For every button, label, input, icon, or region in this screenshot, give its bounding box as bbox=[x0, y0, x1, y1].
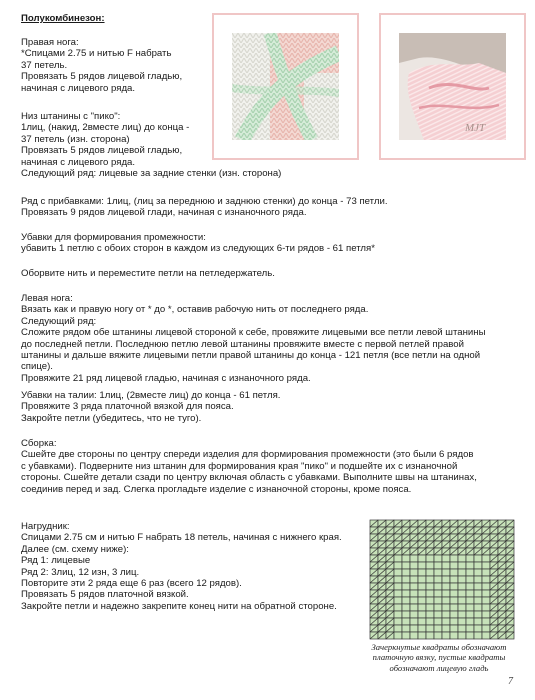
chart-cell bbox=[402, 569, 410, 576]
chart-cell bbox=[410, 611, 418, 618]
knit-texture-image bbox=[232, 33, 339, 140]
chart-cell bbox=[418, 618, 426, 625]
chart-cell bbox=[394, 632, 402, 639]
chart-cell bbox=[482, 618, 490, 625]
chart-cell bbox=[426, 618, 434, 625]
chart-cell bbox=[474, 632, 482, 639]
chart-cell bbox=[434, 632, 442, 639]
chart-cell bbox=[402, 562, 410, 569]
chart-cell bbox=[402, 555, 410, 562]
text-line: Повторите эти 2 ряда еще 6 раз (всего 12 рядов). bbox=[21, 577, 242, 589]
text-line: Ряд 1: лицевые bbox=[21, 555, 91, 567]
caption-line: обозначают лицевую гладь bbox=[389, 662, 489, 673]
chart-cell bbox=[394, 597, 402, 604]
chart-cell bbox=[442, 562, 450, 569]
text-line: 37 петель (изн. сторона) bbox=[21, 133, 130, 145]
chart-cell bbox=[458, 611, 466, 618]
break-yarn-block bbox=[21, 268, 275, 279]
chart-cell bbox=[450, 555, 458, 562]
chart-cell bbox=[458, 618, 466, 625]
chart-cell bbox=[482, 583, 490, 590]
text-line: 1лиц, (накид, 2вместе лиц) до конца - bbox=[21, 122, 190, 134]
text-line: *Спицами 2.75 и нитью F набрать bbox=[21, 48, 172, 60]
chart-cell bbox=[482, 604, 490, 611]
text-line: 37 петель. bbox=[21, 59, 68, 71]
chart-cell bbox=[418, 583, 426, 590]
chart-cell bbox=[418, 562, 426, 569]
chart-cell bbox=[442, 632, 450, 639]
text-line: убавить 1 петлю с обоих сторон в каждом из следующих 6-ти рядов - 61 петля* bbox=[21, 243, 375, 255]
chart-cell bbox=[410, 569, 418, 576]
text-line: Левая нога: bbox=[21, 293, 73, 304]
chart-cell bbox=[442, 569, 450, 576]
chart-cell bbox=[394, 569, 402, 576]
chart-cell bbox=[410, 604, 418, 611]
text-line: Далее (см. схему ниже): bbox=[21, 543, 129, 555]
chart-cell bbox=[402, 576, 410, 583]
bib-block bbox=[21, 521, 342, 612]
crotch-decrease-block bbox=[21, 232, 375, 255]
chart-cell bbox=[426, 562, 434, 569]
chart-cell bbox=[466, 576, 474, 583]
chart-cell bbox=[410, 583, 418, 590]
chart-cell bbox=[410, 576, 418, 583]
chart-cell bbox=[410, 597, 418, 604]
chart-cell bbox=[402, 590, 410, 597]
chart-cell bbox=[474, 555, 482, 562]
text-line: Ряд с прибавками: 1лиц, (лиц за переднюю и заднюю стенки) до конца - 73 петли. bbox=[21, 196, 388, 207]
chart-cell bbox=[442, 590, 450, 597]
chart-cell bbox=[474, 625, 482, 632]
text-line: стороны. Сшейте детали сзади по центру включая область с убавками. Выполните швы на штанинах, bbox=[21, 472, 477, 484]
chart-cell bbox=[426, 632, 434, 639]
chart-cell bbox=[402, 611, 410, 618]
chart-cell bbox=[482, 597, 490, 604]
chart-cell bbox=[442, 604, 450, 611]
chart-cell bbox=[482, 590, 490, 597]
chart-cell bbox=[458, 555, 466, 562]
chart-cell bbox=[394, 562, 402, 569]
chart-cell bbox=[394, 555, 402, 562]
caption-line: Зачеркнутые квадраты обозначают bbox=[371, 642, 507, 652]
chart-cell bbox=[450, 625, 458, 632]
text-line: Правая нога: bbox=[21, 37, 79, 48]
chart-cell bbox=[482, 625, 490, 632]
text-line: Спицами 2.75 см и нитью F набрать 18 петель, начиная с нижнего края. bbox=[21, 532, 342, 544]
text-line: Ряд 2: 3лиц, 12 изн, 3 лиц. bbox=[21, 566, 140, 578]
text-line: Сборка: bbox=[21, 438, 57, 449]
chart-cell bbox=[434, 590, 442, 597]
chart-cell bbox=[474, 604, 482, 611]
chart-cell bbox=[426, 625, 434, 632]
chart-cell bbox=[394, 583, 402, 590]
chart-cell bbox=[458, 590, 466, 597]
chart-cell bbox=[474, 597, 482, 604]
chart-cell bbox=[442, 611, 450, 618]
caption-line: платочную вязку, пустые квадраты bbox=[372, 652, 506, 663]
chart-cell bbox=[418, 590, 426, 597]
chart-cell bbox=[458, 562, 466, 569]
chart-cell bbox=[442, 618, 450, 625]
chart-cell bbox=[474, 618, 482, 625]
page-title: Полукомбинезон: bbox=[21, 13, 105, 24]
text-line: до последней петли. Последнюю петлю левой штанины провяжите вместе с первой петлей правой bbox=[21, 338, 464, 350]
chart-cell bbox=[426, 604, 434, 611]
chart-cell bbox=[482, 569, 490, 576]
chart-caption bbox=[360, 642, 518, 673]
chart-cell bbox=[410, 618, 418, 625]
text-line: соединив перед и зад. Слегка прогладьте изделие с изнаночной стороны, кроме пояса. bbox=[21, 483, 412, 495]
chart-cell bbox=[434, 604, 442, 611]
chart-cell bbox=[450, 611, 458, 618]
text-line: Сшейте две стороны по центру спереди изделия для формирования промежности (это были 6 рядов bbox=[21, 449, 474, 461]
chart-cell bbox=[466, 583, 474, 590]
chart-cell bbox=[442, 576, 450, 583]
text-line: Убавки для формирования промежности: bbox=[21, 232, 206, 243]
chart-cell bbox=[434, 618, 442, 625]
chart-cell bbox=[458, 625, 466, 632]
chart-cell bbox=[418, 569, 426, 576]
chart-cell bbox=[426, 569, 434, 576]
text-line: Провяжите 3 ряда платочной вязкой для пояса. bbox=[21, 401, 234, 413]
chart-cell bbox=[394, 604, 402, 611]
romper-image bbox=[399, 33, 506, 140]
chart-cell bbox=[410, 625, 418, 632]
chart-cell bbox=[466, 590, 474, 597]
chart-cell bbox=[402, 625, 410, 632]
text-line: Закройте петли и надежно закрепите конец нити на обратной стороне. bbox=[21, 600, 337, 612]
chart-cell bbox=[434, 583, 442, 590]
chart-cell bbox=[450, 576, 458, 583]
chart-cell bbox=[434, 625, 442, 632]
chart-cell bbox=[434, 555, 442, 562]
bib-chart-grid bbox=[369, 518, 516, 641]
chart-cell bbox=[434, 569, 442, 576]
chart-cell bbox=[458, 583, 466, 590]
chart-cell bbox=[402, 597, 410, 604]
chart-cell bbox=[450, 569, 458, 576]
chart-cell bbox=[482, 576, 490, 583]
chart-cell bbox=[410, 555, 418, 562]
left-leg-block bbox=[21, 293, 485, 384]
text-line: Следующий ряд: bbox=[21, 315, 97, 327]
chart-cell bbox=[458, 576, 466, 583]
chart-cell bbox=[394, 618, 402, 625]
knit-texture-photo bbox=[212, 13, 359, 160]
chart-cell bbox=[450, 604, 458, 611]
chart-cell bbox=[426, 611, 434, 618]
right-leg-block bbox=[21, 37, 182, 94]
chart-cell bbox=[418, 576, 426, 583]
chart-cell bbox=[442, 597, 450, 604]
chart-cell bbox=[402, 583, 410, 590]
chart-cell bbox=[442, 555, 450, 562]
chart-cell bbox=[458, 632, 466, 639]
watermark-text: MJT bbox=[465, 122, 486, 134]
increase-block bbox=[21, 196, 388, 219]
chart-cell bbox=[394, 611, 402, 618]
chart-cell bbox=[434, 576, 442, 583]
chart-cell bbox=[466, 618, 474, 625]
chart-cell bbox=[442, 625, 450, 632]
waist-block bbox=[21, 390, 280, 424]
chart-cell bbox=[418, 604, 426, 611]
chart-cell bbox=[426, 597, 434, 604]
chart-cell bbox=[458, 597, 466, 604]
text-line: начиная с лицевого ряда. bbox=[21, 82, 136, 94]
chart-cell bbox=[418, 597, 426, 604]
text-line: начиная с лицевого ряда. bbox=[21, 156, 136, 168]
chart-cell bbox=[466, 604, 474, 611]
chart-cell bbox=[418, 611, 426, 618]
chart-cell bbox=[410, 632, 418, 639]
text-line: Провязать 5 рядов платочной вязкой. bbox=[21, 589, 189, 601]
assembly-block bbox=[21, 438, 477, 495]
chart-cell bbox=[434, 597, 442, 604]
chart-cell bbox=[466, 625, 474, 632]
chart-cell bbox=[450, 590, 458, 597]
chart-cell bbox=[394, 590, 402, 597]
chart-cell bbox=[474, 569, 482, 576]
chart-cell bbox=[434, 611, 442, 618]
chart-cell bbox=[466, 555, 474, 562]
text-line: с убавками). Подверните низ штанин для формирования края "пико" и подшейте их с изнаночной bbox=[21, 460, 458, 472]
chart-cell bbox=[442, 583, 450, 590]
chart-cell bbox=[426, 576, 434, 583]
chart-cell bbox=[466, 597, 474, 604]
chart-cell bbox=[450, 583, 458, 590]
page-number: 7 bbox=[508, 676, 513, 687]
text-line: штанины и дальше вяжите лицевыми петли правой штанины до конца - 121 петля (все петли на одной bbox=[21, 349, 481, 361]
chart-cell bbox=[410, 562, 418, 569]
chart-cell bbox=[466, 562, 474, 569]
garment-photo bbox=[379, 13, 526, 160]
chart-cell bbox=[474, 611, 482, 618]
chart-cell bbox=[450, 618, 458, 625]
chart-cell bbox=[482, 611, 490, 618]
chart-cell bbox=[426, 555, 434, 562]
chart-cell bbox=[402, 632, 410, 639]
text-line: спице). bbox=[21, 361, 53, 373]
text-line: Убавки на талии: 1лиц, (2вместе лиц) до конца - 61 петля. bbox=[21, 390, 281, 401]
bib-chart bbox=[369, 518, 516, 644]
text-line: Сложите рядом обе штанины лицевой стороной к себе, провяжите лицевыми все петли левой штанины bbox=[21, 327, 486, 339]
text-line: Провязать 5 рядов лицевой гладью, bbox=[21, 145, 183, 157]
section-title bbox=[21, 13, 105, 24]
chart-cell bbox=[482, 562, 490, 569]
chart-cell bbox=[450, 597, 458, 604]
chart-cell bbox=[466, 611, 474, 618]
chart-cell bbox=[458, 569, 466, 576]
chart-cell bbox=[458, 604, 466, 611]
chart-cell bbox=[426, 583, 434, 590]
chart-cell bbox=[394, 576, 402, 583]
chart-cell bbox=[426, 590, 434, 597]
text-line: Оборвите нить и переместите петли на петледержатель. bbox=[21, 268, 275, 279]
chart-cell bbox=[402, 604, 410, 611]
chart-cell bbox=[482, 632, 490, 639]
chart-cell bbox=[466, 632, 474, 639]
chart-cell bbox=[418, 632, 426, 639]
text-line: Провяжите 21 ряд лицевой гладью, начиная с изнаночного ряда. bbox=[21, 372, 311, 384]
text-line: Низ штанины с "пико": bbox=[21, 111, 121, 122]
chart-cell bbox=[450, 562, 458, 569]
text-line: Закройте петли (убедитесь, что не туго). bbox=[21, 412, 202, 424]
chart-cell bbox=[450, 632, 458, 639]
chart-cell bbox=[482, 555, 490, 562]
text-line: Вязать как и правую ногу от * до *, оставив рабочую нить от последнего ряда. bbox=[21, 304, 369, 316]
chart-cell bbox=[466, 569, 474, 576]
chart-cell bbox=[474, 576, 482, 583]
chart-cell bbox=[474, 562, 482, 569]
chart-cell bbox=[418, 555, 426, 562]
text-line: Провязать 9 рядов лицевой глади, начиная с изнаночного ряда. bbox=[21, 207, 307, 219]
chart-cell bbox=[474, 583, 482, 590]
text-line: Нагрудник: bbox=[21, 521, 70, 532]
chart-cell bbox=[402, 618, 410, 625]
text-line: Следующий ряд: лицевые за задние стенки (изн. сторона) bbox=[21, 167, 282, 179]
text-line: Провязать 5 рядов лицевой гладью, bbox=[21, 71, 183, 83]
chart-cell bbox=[418, 625, 426, 632]
chart-cell bbox=[474, 590, 482, 597]
chart-cell bbox=[394, 625, 402, 632]
chart-cell bbox=[410, 590, 418, 597]
chart-cell bbox=[434, 562, 442, 569]
